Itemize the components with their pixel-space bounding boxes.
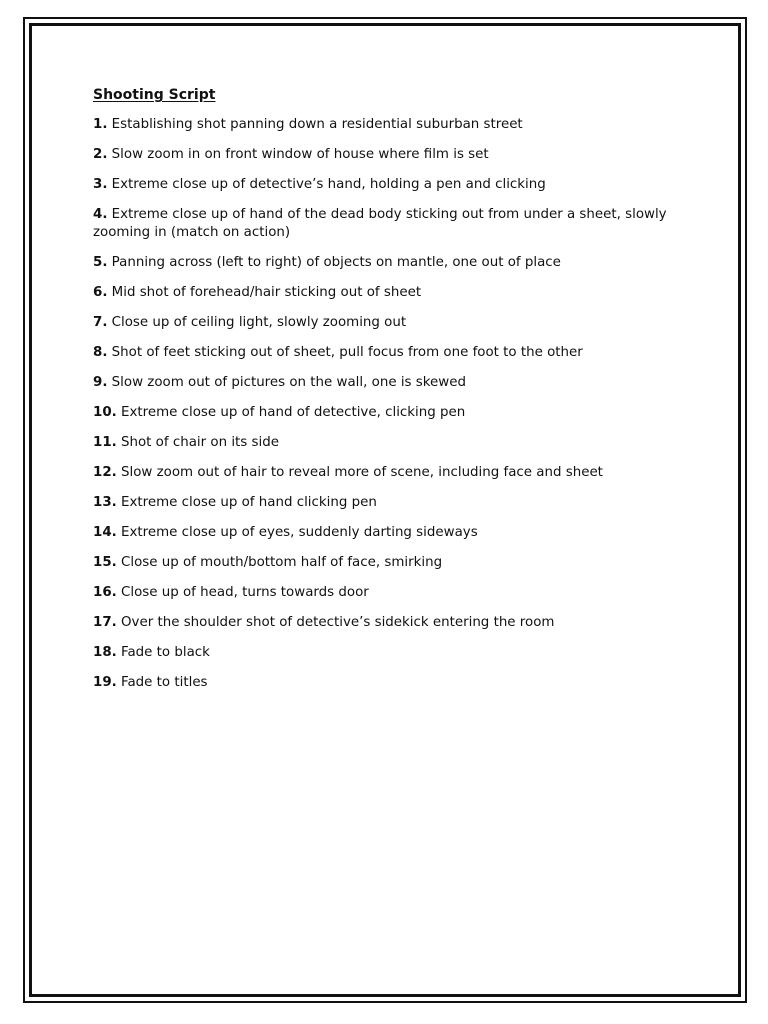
shot-description: Mid shot of forehead/hair sticking out of sheet <box>111 285 422 300</box>
shot-item <box>93 644 673 662</box>
shot-item <box>93 404 673 422</box>
shot-item <box>93 674 673 692</box>
shot-item <box>93 116 673 134</box>
shot-number: 9. <box>93 375 108 390</box>
shot-description: Slow zoom out of pictures on the wall, one is skewed <box>111 375 466 390</box>
shot-item <box>93 434 673 452</box>
shot-number: 12. <box>93 465 117 480</box>
shot-item <box>93 584 673 602</box>
shot-item <box>93 284 673 302</box>
shot-description: Fade to black <box>121 645 210 660</box>
shot-description: Shot of chair on its side <box>121 435 279 450</box>
shot-item <box>93 494 673 512</box>
shot-description: Shot of feet sticking out of sheet, pull focus from one foot to the other <box>111 345 583 360</box>
shot-item <box>93 314 673 332</box>
shot-number: 10. <box>93 405 117 420</box>
shot-number: 18. <box>93 645 117 660</box>
shot-number: 16. <box>93 585 117 600</box>
shot-item <box>93 344 673 362</box>
shot-number: 1. <box>93 117 108 132</box>
shot-number: 4. <box>93 207 108 222</box>
shot-description: Extreme close up of detective’s hand, holding a pen and clicking <box>111 177 546 192</box>
shot-number: 19. <box>93 675 117 690</box>
shot-description: Over the shoulder shot of detective’s sidekick entering the room <box>121 615 555 630</box>
shot-item <box>93 206 673 242</box>
shot-description: Panning across (left to right) of objects on mantle, one out of place <box>111 255 561 270</box>
shot-number: 15. <box>93 555 117 570</box>
shot-number: 8. <box>93 345 108 360</box>
shot-description: Fade to titles <box>121 675 208 690</box>
shot-item <box>93 146 673 164</box>
document-title: Shooting Script <box>93 87 216 103</box>
shot-item <box>93 176 673 194</box>
shot-description: Establishing shot panning down a residential suburban street <box>111 117 523 132</box>
shot-description: Extreme close up of hand of the dead body sticking out from under a sheet, slowly zooming in (match on action) <box>93 207 667 240</box>
shot-item <box>93 614 673 632</box>
shot-number: 3. <box>93 177 108 192</box>
shot-list <box>93 116 673 692</box>
shot-description: Extreme close up of hand of detective, clicking pen <box>121 405 466 420</box>
shot-number: 2. <box>93 147 108 162</box>
shot-description: Slow zoom out of hair to reveal more of scene, including face and sheet <box>121 465 603 480</box>
shot-description: Extreme close up of eyes, suddenly darting sideways <box>121 525 478 540</box>
shot-number: 14. <box>93 525 117 540</box>
shot-description: Slow zoom in on front window of house where film is set <box>111 147 489 162</box>
shot-number: 17. <box>93 615 117 630</box>
shot-item <box>93 254 673 272</box>
shot-description: Extreme close up of hand clicking pen <box>121 495 377 510</box>
shot-item <box>93 524 673 542</box>
shot-description: Close up of mouth/bottom half of face, smirking <box>121 555 443 570</box>
shot-description: Close up of ceiling light, slowly zooming out <box>111 315 407 330</box>
shot-number: 11. <box>93 435 117 450</box>
shot-number: 6. <box>93 285 108 300</box>
shot-description: Close up of head, turns towards door <box>121 585 369 600</box>
shot-number: 7. <box>93 315 108 330</box>
shot-number: 5. <box>93 255 108 270</box>
shot-item <box>93 554 673 572</box>
shot-item <box>93 374 673 392</box>
shot-item <box>93 464 673 482</box>
shot-number: 13. <box>93 495 117 510</box>
document-body <box>93 86 673 704</box>
